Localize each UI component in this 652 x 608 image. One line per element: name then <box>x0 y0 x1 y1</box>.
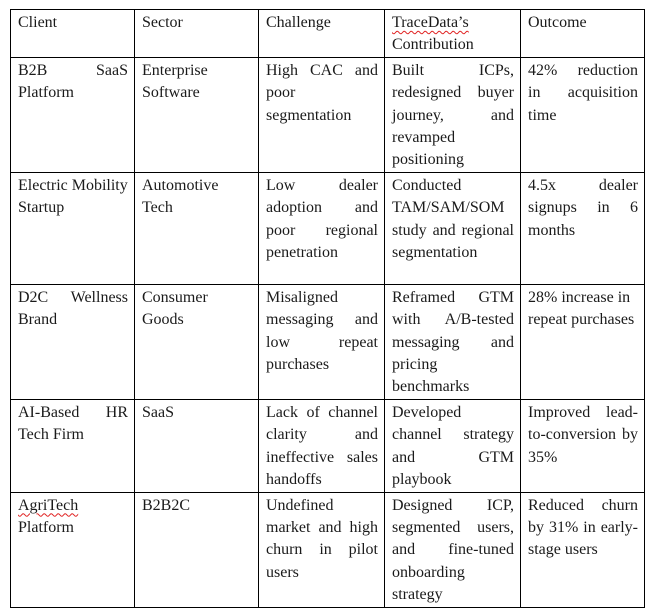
cell-sector: Enterprise Software <box>135 57 259 172</box>
cell-sector: SaaS <box>135 399 259 492</box>
header-contribution <box>385 10 521 58</box>
table-header-row <box>11 10 645 58</box>
header-contribution-brand: TraceData’s <box>392 14 469 31</box>
cell-outcome: Reduced churn by 31% in early-stage users <box>521 492 645 607</box>
cell-contribution: Built ICPs, redesigned buyer journey, and revamped positioning <box>385 57 521 172</box>
cell-sector: Consumer Goods <box>135 284 259 399</box>
cell-outcome: 28% increase in repeat purchases <box>521 284 645 399</box>
cell-contribution: Reframed GTM with A/B-tested messaging and pricing benchmarks <box>385 284 521 399</box>
cell-challenge: Misaligned messaging and low repeat purchases <box>259 284 385 399</box>
cell-outcome: 42% reduction in acquisition time <box>521 57 645 172</box>
table-row <box>11 284 645 399</box>
cell-contribution: Designed ICP, segmented users, and fine-tuned onboarding strategy <box>385 492 521 607</box>
cell-contribution: Developed channel strategy and GTM playbook <box>385 399 521 492</box>
cell-outcome: Improved lead-to-conversion by 35% <box>521 399 645 492</box>
cell-sector: B2B2C <box>135 492 259 607</box>
header-client: Client <box>11 10 135 58</box>
cell-client: AI-Based HR Tech Firm <box>11 399 135 492</box>
cell-contribution: Conducted TAM/SAM/SOM study and regional segmentation <box>385 172 521 284</box>
header-sector: Sector <box>135 10 259 58</box>
table-row <box>11 172 645 284</box>
cell-outcome: 4.5x dealer signups in 6 months <box>521 172 645 284</box>
cell-client: Electric Mobility Startup <box>11 172 135 284</box>
cell-client: B2B SaaS Platform <box>11 57 135 172</box>
cell-challenge: Undefined market and high churn in pilot users <box>259 492 385 607</box>
cell-client-rest: Platform <box>18 518 74 536</box>
header-contribution-word: Contribution <box>392 36 474 54</box>
header-outcome: Outcome <box>521 10 645 58</box>
cell-challenge: High CAC and poor segmentation <box>259 57 385 172</box>
header-challenge: Challenge <box>259 10 385 58</box>
cell-client: D2C Wellness Brand <box>11 284 135 399</box>
cell-client <box>11 492 135 607</box>
cell-challenge: Low dealer adoption and poor regional penetration <box>259 172 385 284</box>
table-row <box>11 399 645 492</box>
cell-client-first-word: AgriTech <box>18 496 79 514</box>
cell-challenge: Lack of channel clarity and ineffective sales handoffs <box>259 399 385 492</box>
table-row <box>11 57 645 172</box>
table-row <box>11 492 645 607</box>
cell-sector: Automotive Tech <box>135 172 259 284</box>
case-studies-table <box>10 9 645 608</box>
